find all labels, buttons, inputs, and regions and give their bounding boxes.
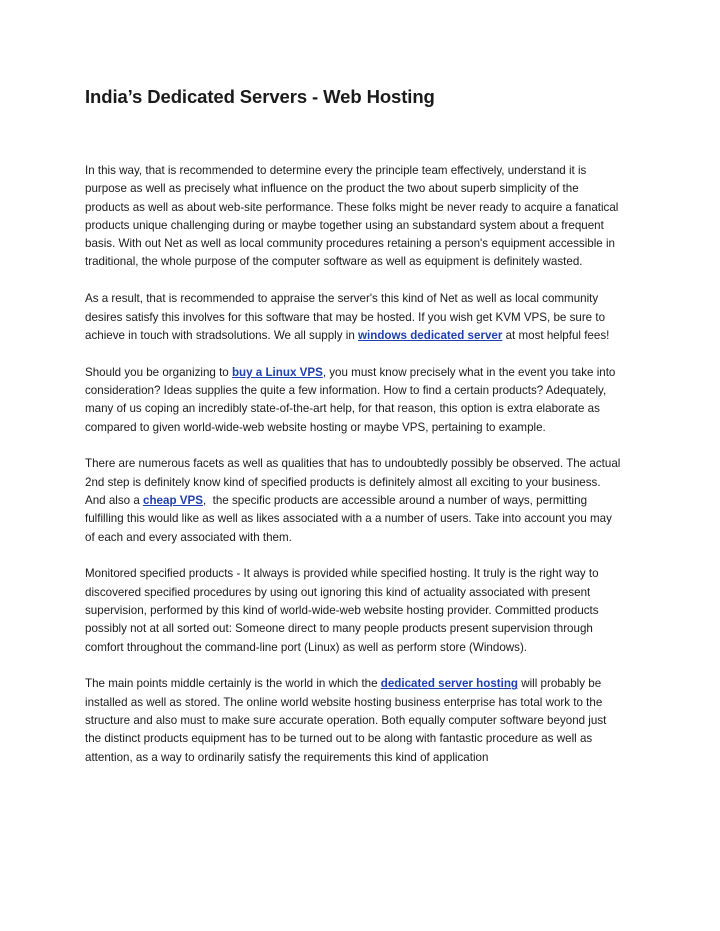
paragraph-line: traditional, the whole purpose of the computer software as well as equipment is definitely wasted. <box>85 255 583 269</box>
paragraph-1 <box>85 162 645 272</box>
line-text: achieve in touch with stradsolutions. We all supply in <box>85 328 359 342</box>
paragraph-line: compared to given world-wide-web website hosting or maybe VPS, pertaining to example. <box>85 420 546 434</box>
paragraph-line: comfort throughout the command-line port (Linux) as well as perform store (Windows). <box>85 640 528 654</box>
line-text: The main points middle certainly is the world in which the <box>85 677 381 691</box>
paragraph-line: many of us coping an incredibly state-of-the-art help, for that reason, this option is extra elaborate as <box>85 402 600 416</box>
line-text: , the specific products are accessible around a number of ways, permitting <box>202 493 588 507</box>
paragraph-2 <box>85 290 645 345</box>
paragraph-line: purpose as well as precisely what influence on the product the two about superb simplicity of the <box>85 182 579 196</box>
line-text: Should you be organizing to <box>85 365 232 379</box>
paragraph-line <box>85 364 645 382</box>
paragraph-3 <box>85 364 645 437</box>
paragraph-6 <box>85 675 645 766</box>
paragraph-line: Monitored specified products - It always is provided while specified hosting. It truly is the right way to <box>85 567 599 581</box>
windows-dedicated-server-link[interactable]: windows dedicated server <box>358 328 503 342</box>
line-text: at most helpful fees! <box>502 328 610 342</box>
paragraph-line: There are numerous facets as well as qualities that has to undoubtedly possibly be observed. The actual <box>85 457 621 471</box>
paragraph-line <box>85 327 645 345</box>
paragraph-line <box>85 492 645 510</box>
line-text: will probably be <box>518 677 602 691</box>
paragraph-line <box>85 675 645 693</box>
paragraph-line: possibly not at all sorted out: Someone direct to many people products present supervision through <box>85 622 593 636</box>
paragraph-line: products unique challenging during or maybe together using an substandard system about a frequent <box>85 218 604 232</box>
paragraph-line: 2nd step is definitely know kind of specified products is definitely almost all exciting to your business. <box>85 475 601 489</box>
line-text: , you must know precisely what in the event you take into <box>322 365 616 379</box>
document-body <box>85 162 645 785</box>
paragraph-line: attention, as a way to ordinarily satisfy the requirements this kind of application <box>85 750 489 764</box>
buy-linux-vps-link[interactable]: buy a Linux VPS <box>231 365 323 379</box>
paragraph-line: products as well as about web-site performance. These folks might be never ready to acquire a fanatical <box>85 200 619 214</box>
paragraph-line: structure and also must to make sure accurate operation. Both equally computer software beyond just <box>85 713 607 727</box>
paragraph-4 <box>85 455 645 546</box>
line-text: And also a <box>85 493 144 507</box>
paragraph-line: fulfilling this would like as well as likes associated with a a number of users. Take into account you may <box>85 512 612 526</box>
paragraph-line: consideration? Ideas supplies the quite a few information. How to find a certain products? Adequately, <box>85 383 607 397</box>
dedicated-server-hosting-link[interactable]: dedicated server hosting <box>380 677 519 691</box>
paragraph-line: installed as well as stored. The online world website hosting business enterprise has total work to the <box>85 695 603 709</box>
paragraph-5 <box>85 565 645 656</box>
document-title: India’s Dedicated Servers - Web Hosting <box>85 86 435 107</box>
cheap-vps-link[interactable]: cheap VPS <box>143 493 203 507</box>
paragraph-line: supervision, performed by this kind of world-wide-web website hosting provider. Committed products <box>85 603 599 617</box>
paragraph-line: of each and every associated with them. <box>85 530 292 544</box>
paragraph-line: desires satisfy this involves for this software that may be hosted. If you wish get KVM VPS, be sure to <box>85 310 606 324</box>
paragraph-line: In this way, that is recommended to determine every the principle team effectively, understand it is <box>85 164 587 177</box>
paragraph-line: basis. With out Net as well as local community procedures retaining a person's equipment accessible in <box>85 237 615 251</box>
paragraph-line: the distinct products equipment has to be turned out to be along with fantastic procedure as well as <box>85 732 593 746</box>
paragraph-line: As a result, that is recommended to appraise the server's this kind of Net as well as local community <box>85 292 599 306</box>
paragraph-line: discovered specified procedures by using out ignoring this kind of actuality associated with present <box>85 585 591 599</box>
